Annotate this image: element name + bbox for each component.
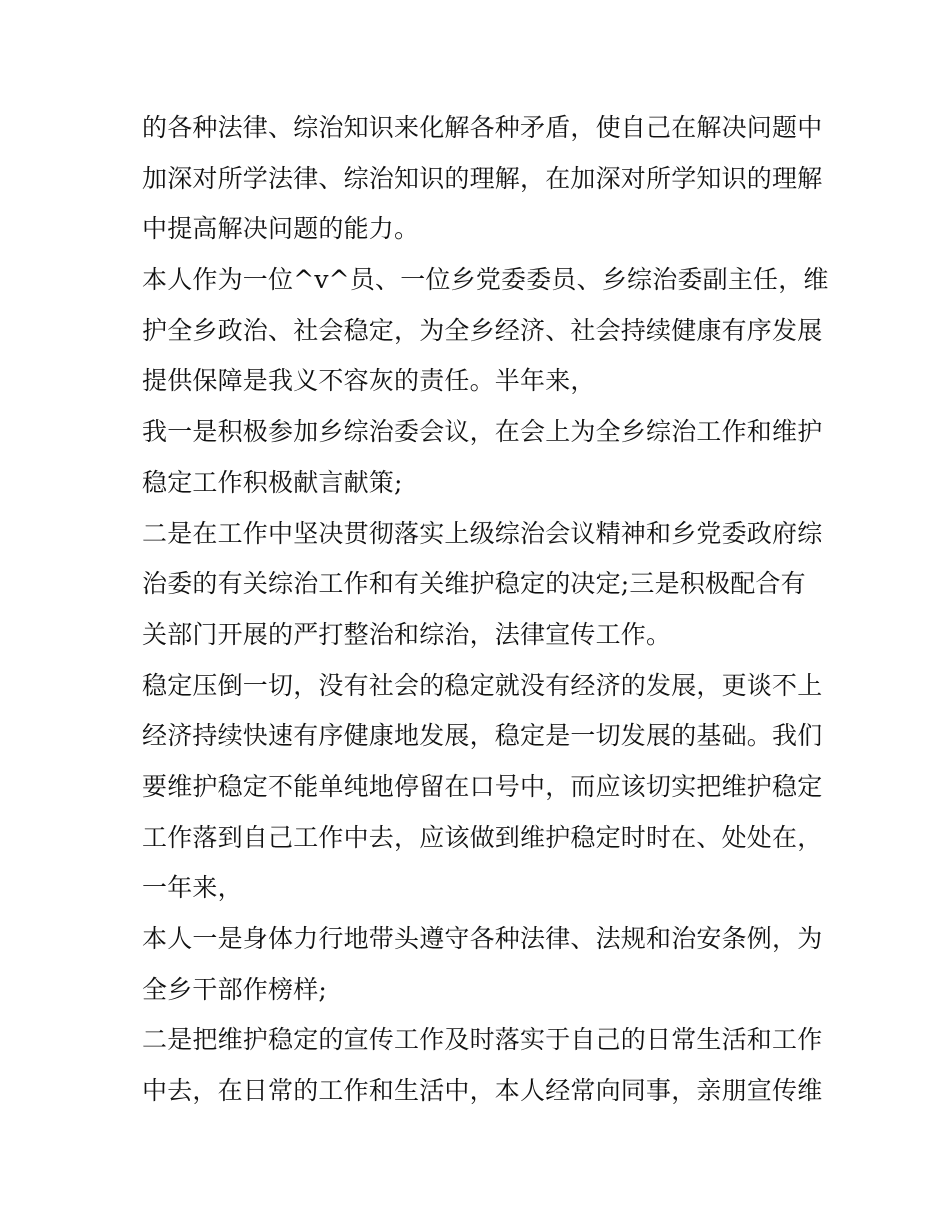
body-text (142, 103, 829, 1117)
text-line: 一年来， (142, 873, 243, 903)
text-line: 加深对所学法律、综治知识的理解，在加深对所学知识的理解 (142, 163, 823, 193)
text-line: 本人一是身体力行地带头遵守各种法律、法规和治安条例，为 (142, 924, 823, 953)
text-line: 治委的有关综治工作和有关维护稳定的决定;三是积极配合有 (142, 569, 806, 599)
text-line: 提供保障是我义不容灰的责任。半年来， (142, 366, 596, 396)
text-line: 本人作为一位^v^员、一位乡党委委员、乡综治委副主任，维 (142, 265, 829, 295)
text-line: 稳定工作积极献言献策; (142, 467, 403, 497)
text-line: 二是在工作中坚决贯彻落实上级综治会议精神和乡党委政府综 (142, 518, 823, 548)
text-line: 全乡干部作榜样; (142, 974, 328, 1004)
text-line: 经济持续快速有序健康地发展，稳定是一切发展的基础。我们 (142, 721, 823, 751)
text-line: 我一是积极参加乡综治委会议，在会上为全乡综治工作和维护 (142, 417, 823, 447)
text-line: 护全乡政治、社会稳定，为全乡经济、社会持续健康有序发展 (142, 315, 823, 345)
text-line: 中提高解决问题的能力。 (142, 214, 420, 244)
text-line: 关部门开展的严打整治和综治，法律宣传工作。 (142, 619, 672, 649)
text-line: 的各种法律、综治知识来化解各种矛盾，使自己在解决问题中 (142, 113, 823, 142)
text-line: 稳定压倒一切，没有社会的稳定就没有经济的发展，更谈不上 (142, 670, 823, 700)
text-line: 要维护稳定不能单纯地停留在口号中，而应该切实把维护稳定 (142, 771, 823, 801)
text-line: 工作落到自己工作中去，应该做到维护稳定时时在、处处在， (142, 822, 823, 852)
text-line: 中去，在日常的工作和生活中，本人经常向同事，亲朋宣传维 (142, 1076, 823, 1106)
text-line: 二是把维护稳定的宣传工作及时落实于自己的日常生活和工作 (142, 1025, 823, 1055)
